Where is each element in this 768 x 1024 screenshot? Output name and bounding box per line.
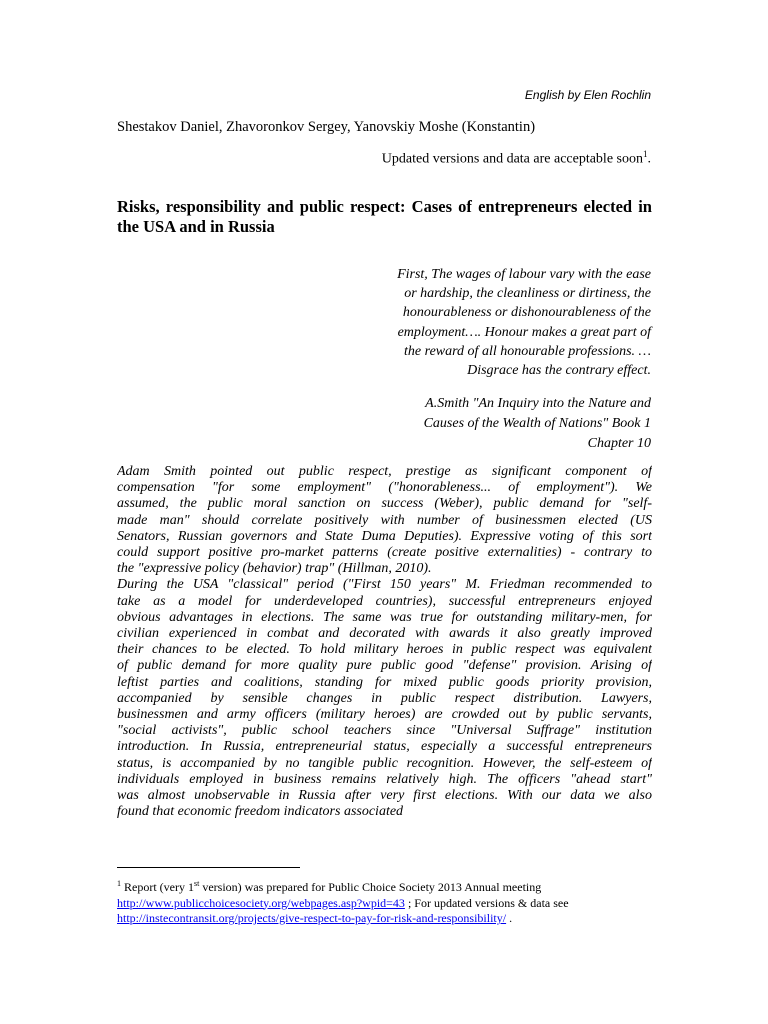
footnote-reference[interactable]: 1 xyxy=(643,149,648,159)
body-line: made man" should correlate positively with number of businessmen elected (US xyxy=(117,512,652,528)
footnote-number: 1 xyxy=(117,879,121,888)
instecontransit-project-link[interactable]: http://instecontransit.org/projects/give-respect-to-pay-for-risk-and-responsibility/ xyxy=(117,911,507,925)
body-line: the "expressive policy (behavior) trap" (Hillman, 2010). xyxy=(117,561,432,577)
footnote-text: Report (very 1 xyxy=(121,880,194,894)
abstract-body xyxy=(117,464,652,820)
footnote-ordinal: st xyxy=(193,879,200,888)
citation-line: Chapter 10 xyxy=(587,436,651,451)
body-line: Adam Smith pointed out public respect, prestige as significant component of xyxy=(117,464,652,479)
body-line: During the USA "classical" period ("First 150 years" M. Friedman recommended to xyxy=(117,577,652,593)
epigraph xyxy=(351,265,651,380)
body-line: status, is accompanied by no tangible public recognition. However, the self-esteem of xyxy=(117,755,652,771)
body-line: their chances to be elected. To hold military heroes in public respect was equivalent xyxy=(117,642,652,658)
footnote-text: ; For updated versions & data see xyxy=(404,895,569,910)
author-list: Shestakov Daniel, Zhavoronkov Sergey, Yanovskiy Moshe (Konstantin) xyxy=(117,119,536,135)
citation-line: A.Smith "An Inquiry into the Nature and xyxy=(425,396,651,411)
body-line: introduction. In Russia, entrepreneurial status, especially a successful entrepreneurs xyxy=(117,739,652,755)
footnote-text: version) was prepared for Public Choice Society 2013 Annual meeting xyxy=(199,880,542,894)
body-line: "social activists", public school teachers since "Universal Suffrage" institution xyxy=(117,723,652,739)
epigraph-line: or hardship, the cleanliness or dirtiness, the xyxy=(404,286,651,302)
updated-note-end: . xyxy=(647,151,651,167)
body-line: could support positive pro-market patterns (create positive externalities) - contrary to xyxy=(117,545,652,561)
footnote-line xyxy=(117,876,652,896)
paper-title: Risks, responsibility and public respect: Cases of entrepreneurs elected in the USA and in Russia xyxy=(117,197,652,236)
body-line: accompanied by sensible changes in public respect distribution. Lawyers, xyxy=(117,690,652,706)
epigraph-citation xyxy=(351,394,651,454)
citation-line: Causes of the Wealth of Nations" Book 1 xyxy=(423,416,651,431)
body-line: individuals employed in business remains relatively high. The officers "ahead start" xyxy=(117,771,652,787)
footnote-text: . xyxy=(506,911,513,925)
body-line: was almost unobservable in Russia after very first elections. With our data we also xyxy=(117,788,652,804)
body-line: compensation "for some employment" ("honorableness... of employment"). We xyxy=(117,480,652,496)
footnote-line xyxy=(117,911,652,927)
public-choice-society-link[interactable]: http://www.publicchoicesociety.org/webpages.asp?wpid=43 xyxy=(117,895,405,910)
body-line: of public demand for more quality pure public good "defense" provision. Arising of xyxy=(117,658,652,674)
body-line: leftist parties and coalitions, standing for mixed public goods priority provision, xyxy=(117,674,652,690)
updated-versions-note xyxy=(382,149,651,168)
footnote xyxy=(117,876,652,927)
epigraph-line: honourableness or dishonourableness of the xyxy=(402,305,651,321)
epigraph-line: First, The wages of labour vary with the ease xyxy=(397,267,651,282)
updated-note-text: Updated versions and data are acceptable soon xyxy=(381,151,643,167)
body-line: businessmen and army officers (military heroes) are crowded out by public servants, xyxy=(117,707,652,723)
footnote-line xyxy=(117,896,652,912)
footnote-divider xyxy=(117,867,300,868)
body-line: Senators, Russian governors and State Duma Deputies). Expressive voting of this sort xyxy=(117,528,652,544)
translator-credit: English by Elen Rochlin xyxy=(524,88,651,102)
body-line: civilian experienced in combat and decorated with awards it also greatly improved xyxy=(117,626,652,642)
epigraph-line: Disgrace has the contrary effect. xyxy=(467,363,651,379)
body-line: assumed, the public moral sanction on success (Weber), public demand for "self- xyxy=(117,496,652,512)
epigraph-line: employment…. Honour makes a great part of xyxy=(397,324,651,340)
body-line: obvious advantages in elections. The same was true for outstanding military-men, for xyxy=(117,609,652,625)
epigraph-line: the reward of all honourable professions. … xyxy=(404,343,651,359)
body-line: take as a model for underdeveloped countries), successful entrepreneurs enjoyed xyxy=(117,593,652,609)
body-line: found that economic freedom indicators associated xyxy=(117,804,404,820)
